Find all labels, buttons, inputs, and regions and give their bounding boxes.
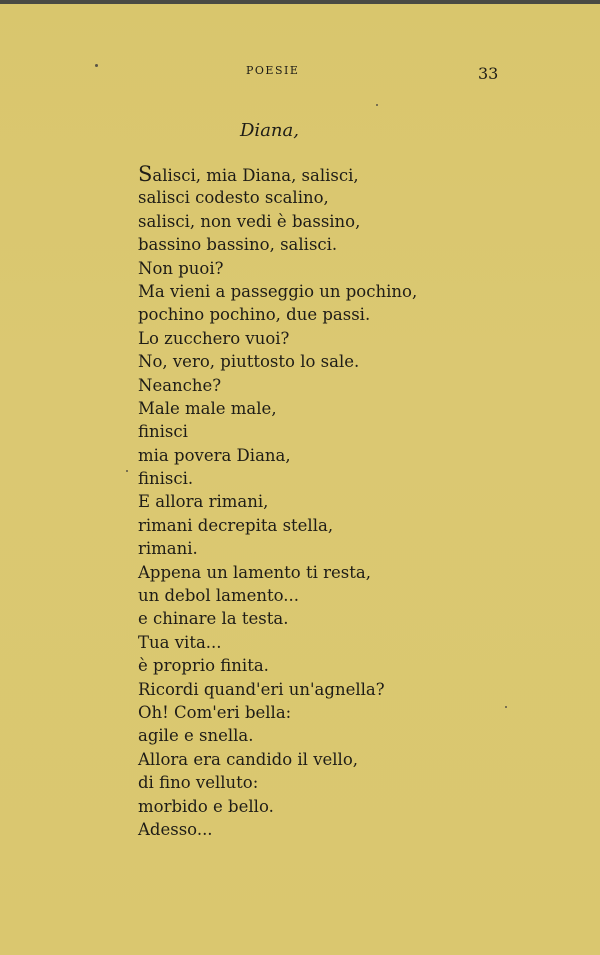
poem-line-first xyxy=(138,163,417,186)
poem-line: e chinare la testa. xyxy=(138,609,289,629)
poem-line: Non puoi? xyxy=(138,258,224,278)
poem-line: finisci. xyxy=(138,469,194,489)
poem-line: Adesso... xyxy=(138,819,213,839)
paper-speck xyxy=(95,64,98,67)
poem-body xyxy=(138,163,417,841)
poem-line: Lo zucchero vuoi? xyxy=(138,328,290,348)
poem-line: Appena un lamento ti resta, xyxy=(138,562,371,582)
poem-line: salisci, non vedi è bassino, xyxy=(138,211,361,231)
poem-line: morbido e bello. xyxy=(138,796,274,816)
poem-initial: S xyxy=(138,162,153,186)
poem-line: Ricordi quand'eri un'agnella? xyxy=(138,679,385,699)
poem-line: Tua vita... xyxy=(138,632,222,652)
poem-line: è proprio finita. xyxy=(138,656,269,676)
poem-line: bassino bassino, salisci. xyxy=(138,235,338,255)
poem-line: Oh! Com'eri bella: xyxy=(138,702,292,722)
page-top-edge xyxy=(0,0,600,4)
poem-line: salisci codesto scalino, xyxy=(138,188,329,208)
poem-title: Diana, xyxy=(240,120,299,141)
poem-line: E allora rimani, xyxy=(138,492,269,512)
poem-line: rimani decrepita stella, xyxy=(138,515,334,535)
page-number: 33 xyxy=(478,64,499,83)
poem-line: mia povera Diana, xyxy=(138,445,291,465)
poem-line: di fino velluto: xyxy=(138,773,259,793)
paper-speck xyxy=(505,706,507,708)
paper-speck xyxy=(376,104,378,106)
poem-line: No, vero, piuttosto lo sale. xyxy=(138,352,360,372)
poem-line: agile e snella. xyxy=(138,726,254,746)
poem-line: un debol lamento... xyxy=(138,586,300,606)
running-head: POESIE xyxy=(246,64,300,77)
poem-line: Ma vieni a passeggio un pochino, xyxy=(138,281,418,301)
poem-line: rimani. xyxy=(138,539,198,559)
paper-speck xyxy=(126,470,128,472)
poem-line: finisci xyxy=(138,422,188,442)
poem-line: Neanche? xyxy=(138,375,222,395)
poem-line-first-rest: alisci, mia Diana, salisci, xyxy=(152,166,359,185)
poem-line: Male male male, xyxy=(138,398,277,418)
poem-line: Allora era candido il vello, xyxy=(138,749,359,769)
poem-line: pochino pochino, due passi. xyxy=(138,305,371,325)
